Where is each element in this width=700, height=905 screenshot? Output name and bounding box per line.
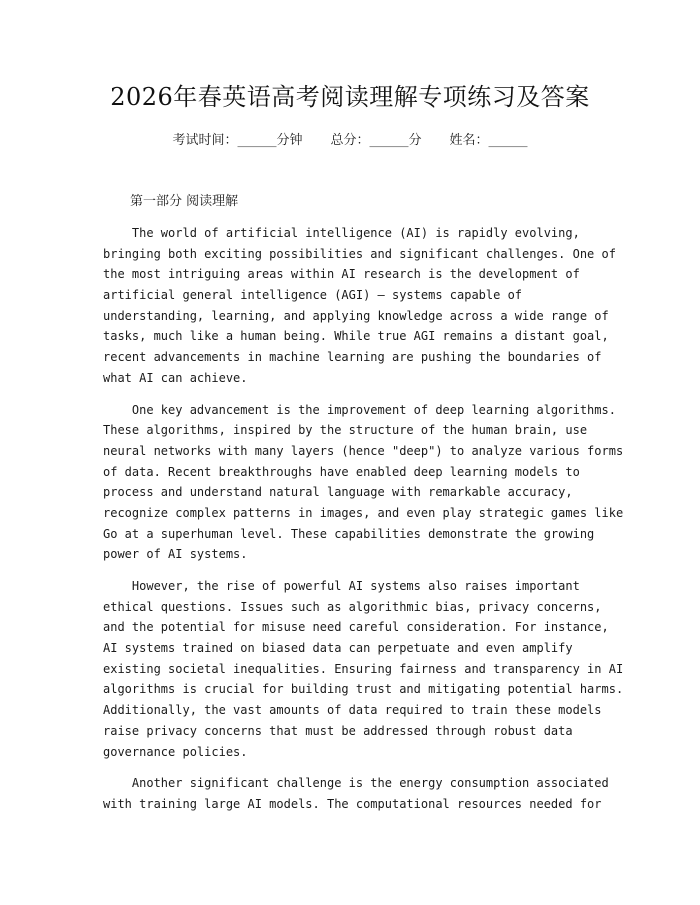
paragraph-line: However, the rise of powerful AI systems also raises important [103,579,580,593]
paragraph-line: with training large AI models. The computational resources needed for [103,796,602,811]
paragraph-line: recognize complex patterns in images, and even play strategic games like [103,505,624,520]
paragraph-line: tasks, much like a human being. While true AGI remains a distant goal, [103,329,609,344]
page-title: 2026年春英语高考阅读理解专项练习及答案 [110,83,590,111]
exam-time: 考试时间：______分钟 [172,133,303,148]
paragraph-line: ethical questions. Issues such as algorithmic bias, privacy concerns, [103,599,602,614]
paragraph-line: One key advancement is the improvement of deep learning algorithms. [103,402,616,417]
paragraph-line: artificial general intelligence (AGI) – systems capable of [103,288,523,303]
paragraph-line: governance policies. [103,744,248,759]
paragraph-line: The world of artificial intelligence (AI) is rapidly evolving, [103,226,580,240]
paragraph-line: of data. Recent breakthroughs have enabled deep learning models to [103,464,580,479]
paragraph [103,773,609,814]
paragraph-line: algorithms is crucial for building trust and mitigating potential harms. [103,682,624,697]
exam-score: 总分：______分 [330,133,422,148]
paragraph-line: the most intriguing areas within AI research is the development of [103,267,580,282]
paragraph-line: and the potential for misuse need careful consideration. For instance, [103,620,609,635]
paragraph [103,576,624,762]
paragraph-line: These algorithms, inspired by the structure of the human brain, use [103,423,588,438]
paragraph-line: bringing both exciting possibilities and significant challenges. One of [103,246,616,261]
paragraph-line: recent advancements in machine learning are pushing the boundaries of [103,350,602,365]
paragraph-line: Another significant challenge is the energy consumption associated [103,776,609,791]
paragraph-line: what AI can achieve. [103,370,248,385]
paragraph-line: understanding, learning, and applying knowledge across a wide range of [103,308,609,323]
exam-info [0,131,700,151]
paragraph [103,400,624,566]
section-heading: 第一部分 阅读理解 [130,194,239,209]
paragraph-line: Go at a superhuman level. These capabilities demonstrate the growing [103,526,595,541]
paragraph-line: neural networks with many layers (hence "deep") to analyze various forms [103,443,624,458]
paragraph-line: power of AI systems. [103,547,248,562]
paragraph-line: process and understand natural language with remarkable accuracy, [103,485,573,500]
passage-body [103,223,624,826]
paragraph [103,223,616,389]
paragraph-line: existing societal inequalities. Ensuring fairness and transparency in AI [103,661,624,676]
paragraph-line: AI systems trained on biased data can perpetuate and even amplify [103,641,573,656]
student-name: 姓名：______ [449,133,528,148]
paragraph-line: Additionally, the vast amounts of data required to train these models [103,703,602,718]
paragraph-line: raise privacy concerns that must be addressed through robust data [103,723,573,738]
